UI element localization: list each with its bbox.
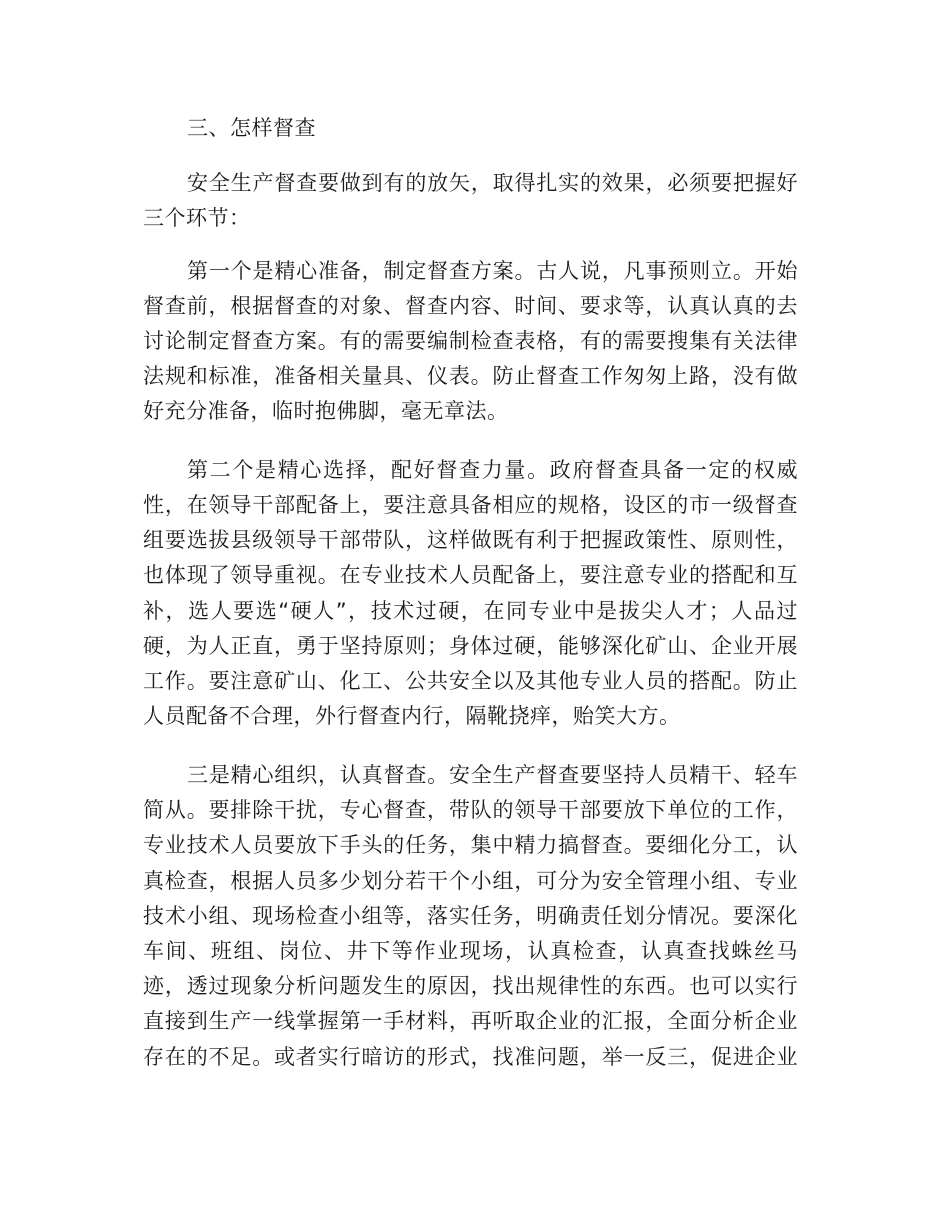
paragraph-4-line-3: 专业技术人员要放下手头的任务，集中精力搞督查。要细化分工，认: [143, 833, 798, 857]
paragraph-2-line-2: 督查前，根据督查的对象、督查内容、时间、要求等，认真认真的去: [143, 294, 798, 318]
paragraph-4-line-6: 车间、班组、岗位、井下等作业现场，认真检查，认真查找蛛丝马: [143, 939, 798, 963]
paragraph-4-line-4: 真检查，根据人员多少划分若干个小组，可分为安全管理小组、专业: [143, 869, 798, 893]
paragraph-3-line-5: 补，选人要选“硬人”，技术过硬，在同专业中是拔尖人才；人品过: [143, 599, 798, 623]
paragraph-4-line-2: 简从。要排除干扰，专心督查，带队的领导干部要放下单位的工作，: [143, 798, 798, 822]
paragraph-2-line-1: 第一个是精心准备，制定督查方案。古人说，凡事预则立。开始: [187, 259, 798, 283]
paragraph-4-line-7: 迹，透过现象分析问题发生的原因，找出规律性的东西。也可以实行: [143, 974, 798, 998]
paragraph-3-line-2: 性，在领导干部配备上，要注意具备相应的规格，设区的市一级督查: [143, 493, 798, 517]
paragraph-4-line-8: 直接到生产一线掌握第一手材料，再听取企业的汇报，全面分析企业: [143, 1009, 798, 1033]
paragraph-3-line-1: 第二个是精心选择，配好督查力量。政府督查具备一定的权威: [187, 458, 798, 482]
paragraph-3-line-6: 硬，为人正直，勇于坚持原则；身体过硬，能够深化矿山、企业开展: [143, 634, 798, 658]
paragraph-4-line-1: 三是精心组织，认真督查。安全生产督查要坚持人员精干、轻车: [187, 763, 798, 787]
paragraph-3-line-7: 工作。要注意矿山、化工、公共安全以及其他专业人员的搭配。防止: [143, 669, 798, 693]
section-heading: 三、怎样督查: [187, 116, 316, 140]
paragraph-1-line-1: 安全生产督查要做到有的放矢，取得扎实的效果，必须要把握好: [187, 171, 798, 195]
paragraph-1-line-2: 三个环节：: [143, 206, 251, 230]
paragraph-3-line-3: 组要选拔县级领导干部带队，这样做既有利于把握政策性、原则性，: [143, 528, 798, 552]
paragraph-2-line-3: 讨论制定督查方案。有的需要编制检查表格，有的需要搜集有关法律: [143, 329, 798, 353]
paragraph-4-line-5: 技术小组、现场检查小组等，落实任务，明确责任划分情况。要深化: [143, 904, 798, 928]
paragraph-4-line-9: 存在的不足。或者实行暗访的形式，找准问题，举一反三，促进企业: [143, 1045, 798, 1069]
paragraph-3-line-4: 也体现了领导重视。在专业技术人员配备上，要注意专业的搭配和互: [143, 563, 798, 587]
paragraph-2-line-4: 法规和标准，准备相关量具、仪表。防止督查工作匆匆上路，没有做: [143, 364, 798, 388]
paragraph-2-line-5: 好充分准备，临时抱佛脚，毫无章法。: [143, 399, 509, 423]
paragraph-3-line-8: 人员配备不合理，外行督查内行，隔靴挠痒，贻笑大方。: [143, 704, 681, 728]
